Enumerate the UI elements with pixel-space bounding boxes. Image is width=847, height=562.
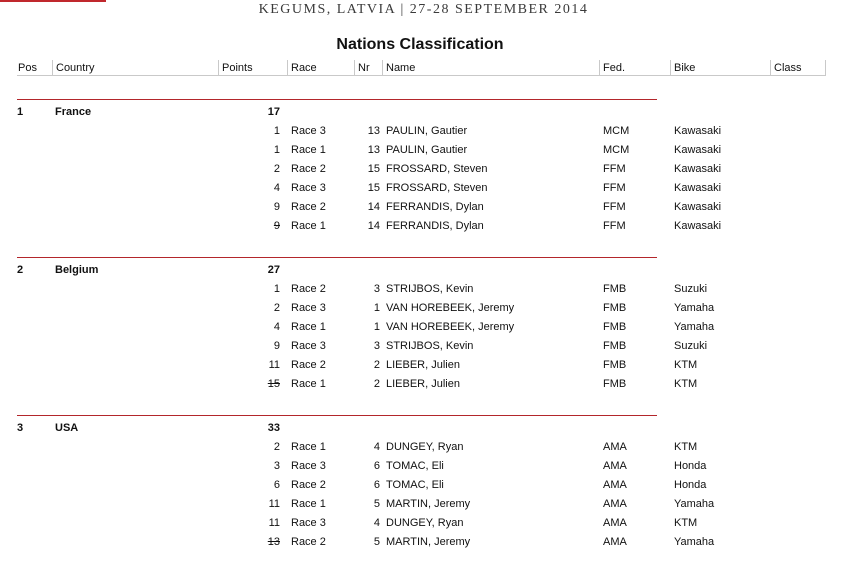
column-header-country: Country bbox=[52, 60, 218, 76]
result-nr: 5 bbox=[373, 498, 380, 510]
result-nr: 1 bbox=[373, 302, 380, 314]
result-federation: AMA bbox=[603, 460, 627, 472]
result-race: Race 1 bbox=[291, 220, 326, 232]
result-race: Race 2 bbox=[291, 283, 326, 295]
event-title: KEGUMS, LATVIA | 27-28 SEPTEMBER 2014 bbox=[258, 2, 589, 17]
result-nr: 3 bbox=[373, 283, 380, 295]
nation-pos: 3 bbox=[17, 422, 24, 434]
result-position: 13 bbox=[267, 536, 280, 548]
result-position: 6 bbox=[273, 479, 280, 491]
result-bike: KTM bbox=[674, 441, 698, 453]
result-rider-name: TOMAC, Eli bbox=[386, 460, 444, 472]
result-bike: Suzuki bbox=[674, 340, 708, 352]
result-nr: 2 bbox=[373, 359, 380, 371]
result-bike: Suzuki bbox=[674, 283, 708, 295]
result-bike: Kawasaki bbox=[674, 201, 722, 213]
result-race: Race 2 bbox=[291, 359, 326, 371]
result-position: 2 bbox=[273, 163, 280, 175]
result-nr: 6 bbox=[373, 460, 380, 472]
result-bike: KTM bbox=[674, 359, 698, 371]
column-header-pos: Pos bbox=[17, 60, 52, 76]
result-position: 9 bbox=[273, 220, 280, 232]
result-race: Race 1 bbox=[291, 378, 326, 390]
result-rider-name: FROSSARD, Steven bbox=[386, 163, 488, 175]
result-rider-name: LIEBER, Julien bbox=[386, 359, 460, 371]
column-header-race: Race bbox=[287, 60, 354, 76]
result-race: Race 2 bbox=[291, 479, 326, 491]
result-bike: Honda bbox=[674, 460, 707, 472]
result-nr: 4 bbox=[373, 441, 380, 453]
result-nr: 1 bbox=[373, 321, 380, 333]
result-bike: Yamaha bbox=[674, 536, 715, 548]
result-nr: 13 bbox=[367, 144, 380, 156]
column-header-class: Class bbox=[770, 60, 826, 76]
result-race: Race 3 bbox=[291, 302, 326, 314]
result-position: 11 bbox=[268, 498, 280, 510]
result-position: 15 bbox=[267, 378, 280, 390]
result-federation: AMA bbox=[603, 479, 627, 491]
result-federation: FFM bbox=[603, 201, 626, 213]
nation-country: Belgium bbox=[55, 264, 99, 276]
result-bike: Yamaha bbox=[674, 321, 715, 333]
result-race: Race 1 bbox=[291, 144, 326, 156]
nation-points: 33 bbox=[267, 422, 280, 434]
nation-divider bbox=[17, 415, 657, 416]
result-rider-name: MARTIN, Jeremy bbox=[386, 536, 471, 548]
result-rider-name: VAN HOREBEEK, Jeremy bbox=[386, 302, 515, 314]
result-rider-name: STRIJBOS, Kevin bbox=[386, 340, 474, 352]
result-rider-name: DUNGEY, Ryan bbox=[386, 441, 464, 453]
nation-pos: 1 bbox=[17, 106, 24, 118]
result-race: Race 1 bbox=[291, 441, 326, 453]
result-nr: 4 bbox=[373, 517, 380, 529]
result-rider-name: LIEBER, Julien bbox=[386, 378, 460, 390]
result-bike: Honda bbox=[674, 479, 707, 491]
nation-divider bbox=[17, 257, 657, 258]
result-federation: FMB bbox=[603, 359, 627, 371]
result-race: Race 1 bbox=[291, 321, 326, 333]
result-nr: 15 bbox=[367, 182, 380, 194]
nation-points: 27 bbox=[267, 264, 280, 276]
result-federation: FMB bbox=[603, 378, 627, 390]
result-race: Race 2 bbox=[291, 536, 326, 548]
result-race: Race 2 bbox=[291, 163, 326, 175]
result-position: 1 bbox=[273, 283, 280, 295]
result-bike: Yamaha bbox=[674, 302, 715, 314]
result-federation: FFM bbox=[603, 163, 626, 175]
result-bike: Yamaha bbox=[674, 498, 715, 510]
column-header-fed: Fed. bbox=[599, 60, 670, 76]
result-rider-name: PAULIN, Gautier bbox=[386, 125, 468, 137]
result-position: 2 bbox=[273, 302, 280, 314]
result-bike: Kawasaki bbox=[674, 144, 722, 156]
result-bike: Kawasaki bbox=[674, 220, 722, 232]
result-rider-name: PAULIN, Gautier bbox=[386, 144, 468, 156]
result-race: Race 3 bbox=[291, 460, 326, 472]
result-nr: 5 bbox=[373, 536, 380, 548]
result-rider-name: VAN HOREBEEK, Jeremy bbox=[386, 321, 515, 333]
result-position: 2 bbox=[273, 441, 280, 453]
result-rider-name: FERRANDIS, Dylan bbox=[386, 220, 484, 232]
result-bike: Kawasaki bbox=[674, 125, 722, 137]
result-race: Race 3 bbox=[291, 517, 326, 529]
result-federation: AMA bbox=[603, 441, 627, 453]
result-position: 4 bbox=[273, 182, 280, 194]
nation-points: 17 bbox=[267, 106, 280, 118]
result-rider-name: STRIJBOS, Kevin bbox=[386, 283, 474, 295]
result-bike: KTM bbox=[674, 378, 698, 390]
result-rider-name: FROSSARD, Steven bbox=[386, 182, 488, 194]
column-header-bike: Bike bbox=[670, 60, 770, 76]
result-federation: FFM bbox=[603, 220, 626, 232]
result-bike: Kawasaki bbox=[674, 163, 722, 175]
result-rider-name: TOMAC, Eli bbox=[386, 479, 444, 491]
result-federation: AMA bbox=[603, 536, 627, 548]
result-federation: AMA bbox=[603, 517, 627, 529]
result-nr: 3 bbox=[373, 340, 380, 352]
nation-country: France bbox=[55, 106, 92, 118]
result-federation: AMA bbox=[603, 498, 627, 510]
result-rider-name: FERRANDIS, Dylan bbox=[386, 201, 484, 213]
result-position: 1 bbox=[273, 125, 280, 137]
result-nr: 6 bbox=[373, 479, 380, 491]
page-title: Nations Classification bbox=[336, 36, 504, 53]
result-nr: 15 bbox=[367, 163, 380, 175]
result-nr: 14 bbox=[367, 220, 380, 232]
result-federation: MCM bbox=[603, 144, 630, 156]
result-bike: Kawasaki bbox=[674, 182, 722, 194]
result-position: 3 bbox=[273, 460, 280, 472]
result-rider-name: DUNGEY, Ryan bbox=[386, 517, 464, 529]
result-race: Race 1 bbox=[291, 498, 326, 510]
result-race: Race 3 bbox=[291, 340, 326, 352]
nation-divider bbox=[17, 99, 657, 100]
result-position: 11 bbox=[268, 359, 280, 371]
column-header-name: Name bbox=[382, 60, 599, 76]
result-race: Race 3 bbox=[291, 182, 326, 194]
result-federation: FMB bbox=[603, 283, 627, 295]
result-bike: KTM bbox=[674, 517, 698, 529]
result-federation: MCM bbox=[603, 125, 630, 137]
result-position: 4 bbox=[273, 321, 280, 333]
result-federation: FMB bbox=[603, 340, 627, 352]
result-position: 11 bbox=[268, 517, 280, 529]
nation-country: USA bbox=[55, 422, 79, 434]
result-nr: 14 bbox=[367, 201, 380, 213]
column-header-nr: Nr bbox=[354, 60, 382, 76]
result-federation: FMB bbox=[603, 302, 627, 314]
result-rider-name: MARTIN, Jeremy bbox=[386, 498, 471, 510]
column-header-points: Points bbox=[218, 60, 287, 76]
result-position: 1 bbox=[273, 144, 280, 156]
nation-pos: 2 bbox=[17, 264, 24, 276]
result-position: 9 bbox=[273, 201, 280, 213]
result-nr: 2 bbox=[373, 378, 380, 390]
result-federation: FMB bbox=[603, 321, 627, 333]
result-federation: FFM bbox=[603, 182, 626, 194]
result-nr: 13 bbox=[367, 125, 380, 137]
result-race: Race 2 bbox=[291, 201, 326, 213]
result-race: Race 3 bbox=[291, 125, 326, 137]
result-position: 9 bbox=[273, 340, 280, 352]
